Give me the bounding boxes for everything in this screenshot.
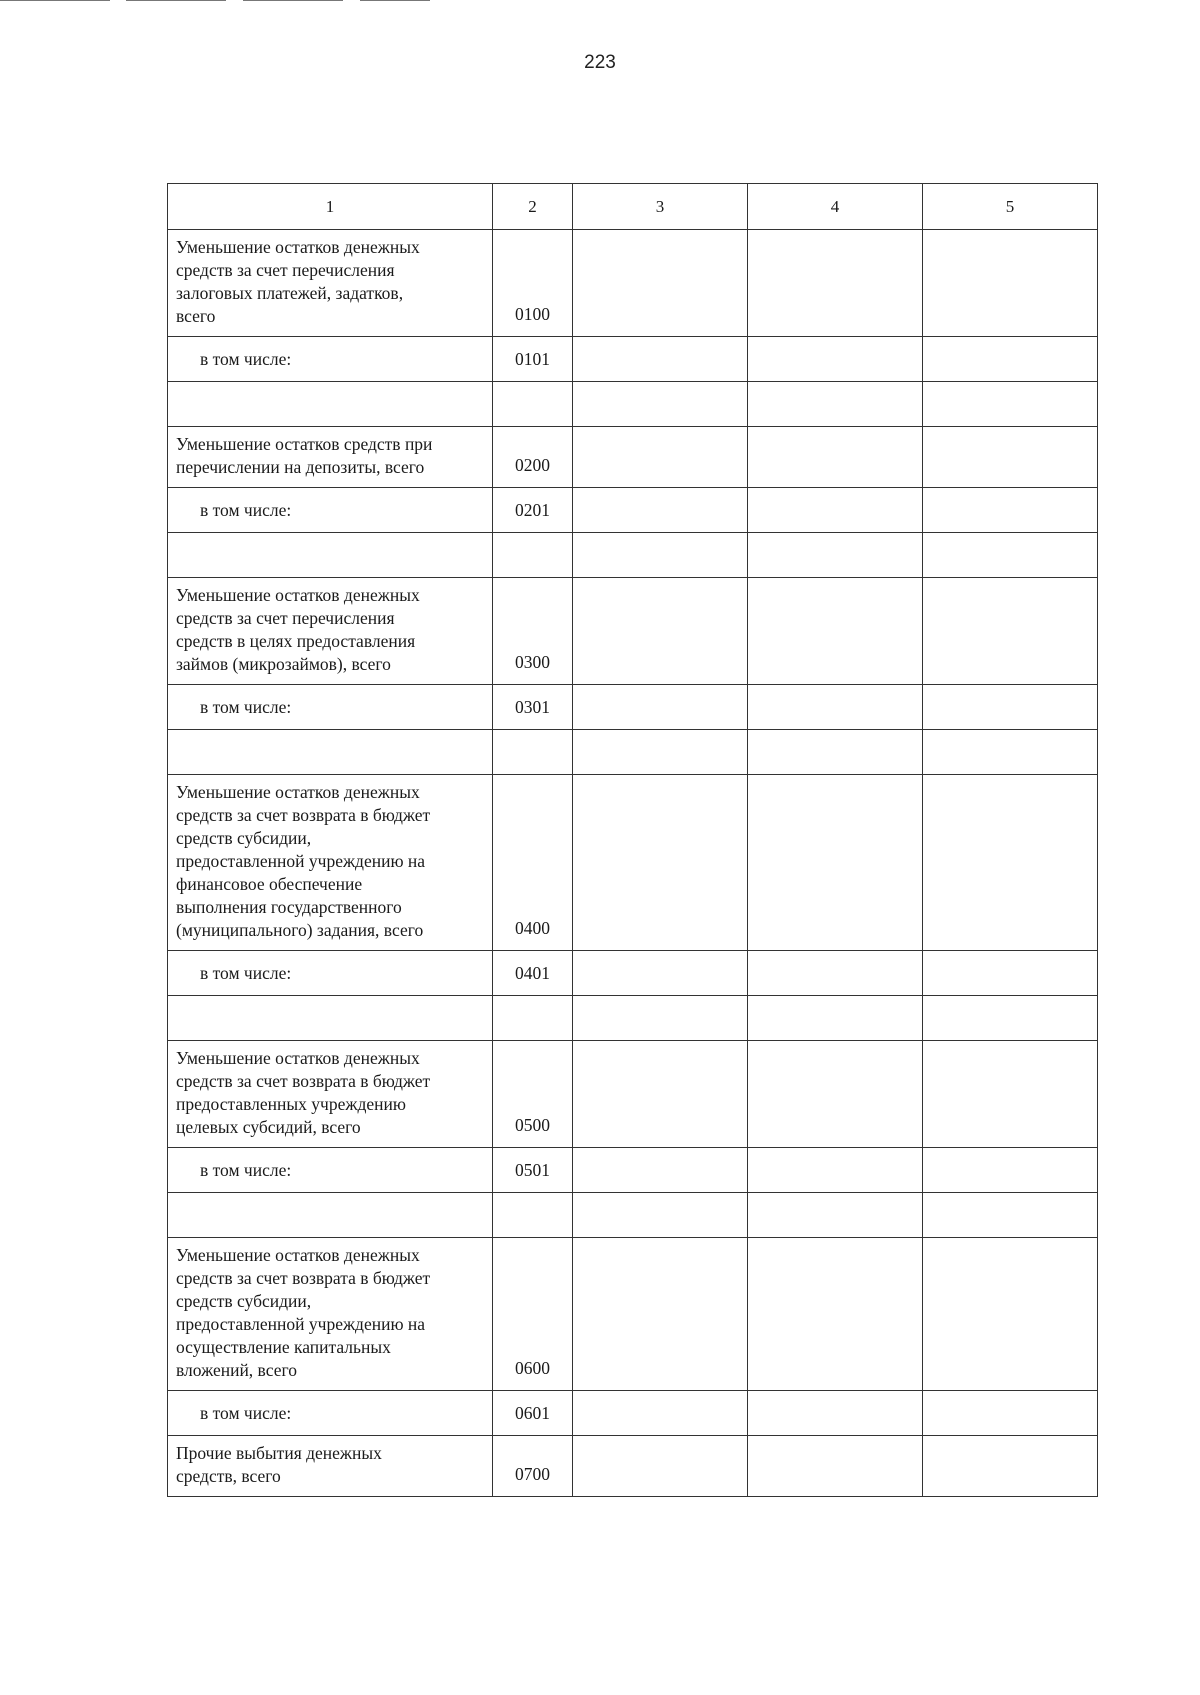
value-cell: [748, 230, 923, 337]
description-line: Уменьшение остатков денежных: [176, 237, 420, 257]
value-cell: [168, 1193, 493, 1238]
value-cell: [168, 382, 493, 427]
value-cell: [923, 1391, 1098, 1436]
value-cell: [923, 1238, 1098, 1391]
description-line: средств субсидии,: [176, 828, 312, 848]
value-cell: [573, 1041, 748, 1148]
row-description: [168, 1436, 493, 1497]
row-code: 0401: [493, 951, 573, 996]
description-line: выполнения государственного: [176, 897, 402, 917]
row-code: 0100: [493, 230, 573, 337]
value-cell: [748, 337, 923, 382]
row-code: 0300: [493, 578, 573, 685]
row-sub-label: в том числе:: [168, 685, 493, 730]
column-header: 2: [493, 184, 573, 230]
subtotal-row: [168, 951, 1098, 996]
row-sub-label: в том числе:: [168, 488, 493, 533]
value-cell: [923, 951, 1098, 996]
value-cell: [748, 382, 923, 427]
subtotal-row: [168, 1391, 1098, 1436]
description-line: средств за счет возврата в бюджет: [176, 805, 431, 825]
description-line: всего: [176, 306, 216, 326]
column-header: 5: [923, 184, 1098, 230]
row-code: 0101: [493, 337, 573, 382]
description-line: Уменьшение остатков средств при: [176, 434, 433, 454]
row-description: [168, 1041, 493, 1148]
description-line: перечислении на депозиты, всего: [176, 457, 425, 477]
row-code: 0200: [493, 427, 573, 488]
value-cell: [573, 1238, 748, 1391]
description-line: средств за счет перечисления: [176, 260, 395, 280]
value-cell: [573, 427, 748, 488]
value-cell: [923, 996, 1098, 1041]
table-row: [168, 1041, 1098, 1148]
value-cell: [748, 1238, 923, 1391]
value-cell: [748, 730, 923, 775]
value-cell: [923, 1041, 1098, 1148]
page-number: 223: [584, 52, 616, 73]
row-sub-label: в том числе:: [168, 951, 493, 996]
value-cell: [923, 488, 1098, 533]
table-row: [168, 775, 1098, 951]
value-cell: [573, 578, 748, 685]
subtotal-row: [168, 488, 1098, 533]
description-line: целевых субсидий, всего: [176, 1117, 361, 1137]
value-cell: [573, 230, 748, 337]
value-cell: [493, 1193, 573, 1238]
value-cell: [573, 1436, 748, 1497]
value-cell: [573, 996, 748, 1041]
value-cell: [923, 230, 1098, 337]
value-cell: [923, 1148, 1098, 1193]
value-cell: [493, 382, 573, 427]
value-cell: [748, 1041, 923, 1148]
blank-row: [168, 730, 1098, 775]
description-line: средств субсидии,: [176, 1291, 312, 1311]
value-cell: [573, 382, 748, 427]
description-line: Уменьшение остатков денежных: [176, 585, 420, 605]
value-cell: [748, 951, 923, 996]
value-cell: [573, 1193, 748, 1238]
value-cell: [923, 337, 1098, 382]
row-code: 0500: [493, 1041, 573, 1148]
row-description: [168, 230, 493, 337]
value-cell: [573, 488, 748, 533]
row-code: 0400: [493, 775, 573, 951]
value-cell: [923, 730, 1098, 775]
value-cell: [573, 1148, 748, 1193]
column-header: 3: [573, 184, 748, 230]
row-code: 0700: [493, 1436, 573, 1497]
value-cell: [748, 1436, 923, 1497]
value-cell: [923, 578, 1098, 685]
value-cell: [493, 996, 573, 1041]
table-row: [168, 427, 1098, 488]
value-cell: [923, 685, 1098, 730]
blank-row: [168, 382, 1098, 427]
top-edge-rules: [0, 0, 460, 2]
value-cell: [923, 1193, 1098, 1238]
description-line: Уменьшение остатков денежных: [176, 782, 420, 802]
description-line: займов (микрозаймов), всего: [176, 654, 391, 674]
value-cell: [923, 533, 1098, 578]
column-header: 4: [748, 184, 923, 230]
value-cell: [923, 1436, 1098, 1497]
description-line: предоставленной учреждению на: [176, 1314, 426, 1334]
description-line: средств за счет возврата в бюджет: [176, 1071, 431, 1091]
row-code: 0601: [493, 1391, 573, 1436]
description-line: (муниципального) задания, всего: [176, 920, 424, 940]
row-description: [168, 775, 493, 951]
blank-row: [168, 1193, 1098, 1238]
table-row-final: [168, 1436, 1098, 1497]
row-sub-label: в том числе:: [168, 1148, 493, 1193]
description-line: вложений, всего: [176, 1360, 297, 1380]
value-cell: [573, 775, 748, 951]
row-description: [168, 578, 493, 685]
value-cell: [573, 533, 748, 578]
value-cell: [573, 951, 748, 996]
description-line: залоговых платежей, задатков,: [176, 283, 404, 303]
description-line: предоставленных учреждению: [176, 1094, 406, 1114]
value-cell: [748, 533, 923, 578]
row-code: 0600: [493, 1238, 573, 1391]
description-line: Прочие выбытия денежных: [176, 1443, 382, 1463]
value-cell: [493, 730, 573, 775]
row-description: [168, 1238, 493, 1391]
value-cell: [573, 730, 748, 775]
value-cell: [748, 1148, 923, 1193]
description-line: средств за счет возврата в бюджет: [176, 1268, 431, 1288]
value-cell: [923, 427, 1098, 488]
row-sub-label: в том числе:: [168, 1391, 493, 1436]
value-cell: [573, 685, 748, 730]
value-cell: [168, 996, 493, 1041]
value-cell: [748, 1391, 923, 1436]
value-cell: [923, 382, 1098, 427]
value-cell: [748, 996, 923, 1041]
row-code: 0301: [493, 685, 573, 730]
subtotal-row: [168, 337, 1098, 382]
blank-row: [168, 996, 1098, 1041]
value-cell: [573, 337, 748, 382]
value-cell: [748, 685, 923, 730]
value-cell: [923, 775, 1098, 951]
row-code: 0501: [493, 1148, 573, 1193]
subtotal-row: [168, 685, 1098, 730]
table-row: [168, 1238, 1098, 1391]
value-cell: [748, 488, 923, 533]
subtotal-row: [168, 1148, 1098, 1193]
table-row: [168, 578, 1098, 685]
description-line: предоставленной учреждению на: [176, 851, 426, 871]
value-cell: [748, 427, 923, 488]
value-cell: [168, 730, 493, 775]
description-line: финансовое обеспечение: [176, 874, 363, 894]
value-cell: [748, 578, 923, 685]
row-description: [168, 427, 493, 488]
table-header-row: [168, 184, 1098, 230]
value-cell: [573, 1391, 748, 1436]
blank-row: [168, 533, 1098, 578]
value-cell: [168, 533, 493, 578]
row-code: 0201: [493, 488, 573, 533]
table-row: [168, 230, 1098, 337]
description-line: средств, всего: [176, 1466, 281, 1486]
column-header: 1: [168, 184, 493, 230]
description-line: средств за счет перечисления: [176, 608, 395, 628]
value-cell: [493, 533, 573, 578]
report-table: [167, 183, 1098, 1497]
value-cell: [748, 775, 923, 951]
description-line: Уменьшение остатков денежных: [176, 1245, 420, 1265]
description-line: средств в целях предоставления: [176, 631, 416, 651]
description-line: Уменьшение остатков денежных: [176, 1048, 420, 1068]
value-cell: [748, 1193, 923, 1238]
row-sub-label: в том числе:: [168, 337, 493, 382]
description-line: осуществление капитальных: [176, 1337, 391, 1357]
